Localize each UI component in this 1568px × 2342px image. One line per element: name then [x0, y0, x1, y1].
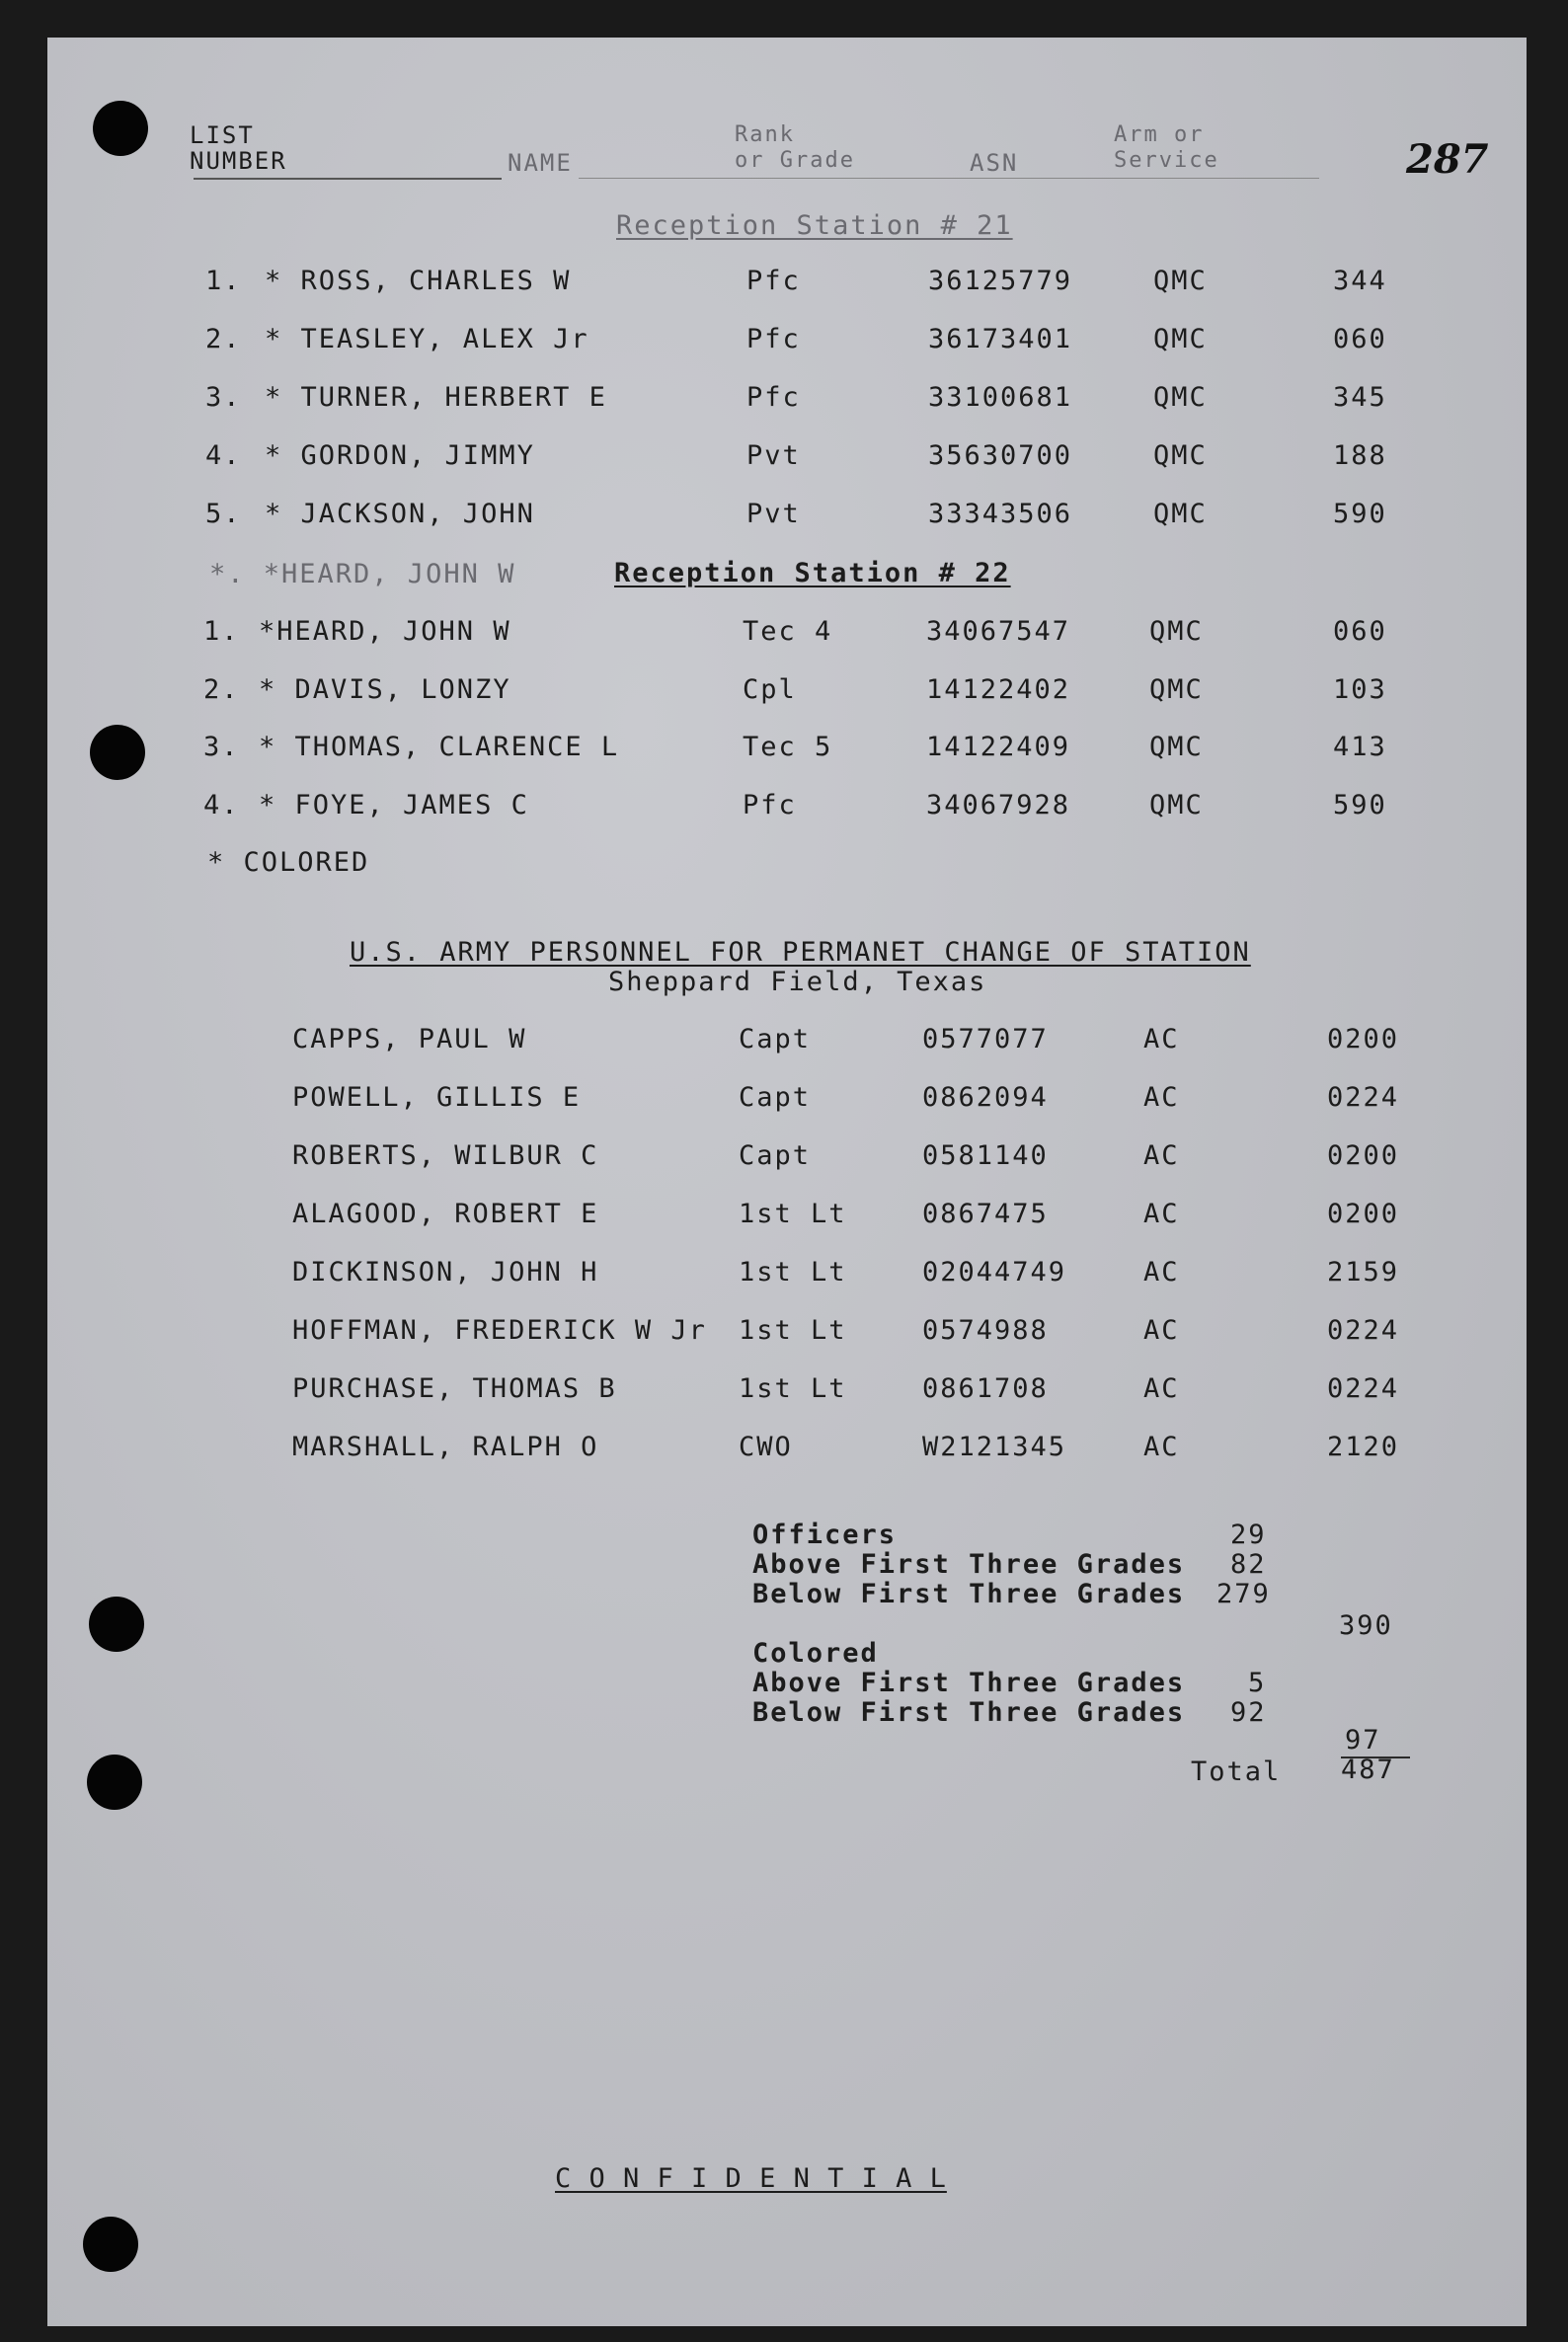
cell-name: ROBERTS, WILBUR C [292, 1140, 599, 1171]
table-row [0, 325, 1479, 356]
cell-asn: 0867475 [922, 1199, 1049, 1229]
cell-asn: 0574988 [922, 1315, 1049, 1346]
cell-num: 1. [203, 616, 240, 647]
summary-above-value: 82 [1230, 1549, 1267, 1580]
summary-total-value: 487 [1341, 1755, 1395, 1785]
cell-arm: QMC [1149, 673, 1204, 705]
table-row [0, 1374, 1479, 1406]
cell-num: 3. [205, 382, 242, 413]
cell-code: 103 [1333, 673, 1387, 705]
cell-rank: CWO [739, 1432, 793, 1462]
cell-code: 413 [1333, 732, 1387, 762]
table-row [0, 1025, 1479, 1056]
header-list-number: LIST NUMBER [190, 121, 287, 175]
binder-hole [93, 101, 148, 156]
cell-arm: AC [1143, 1257, 1180, 1288]
cell-arm: QMC [1153, 440, 1208, 471]
cell-name: POWELL, GILLIS E [292, 1082, 582, 1113]
table-row [0, 733, 1479, 764]
table-row [0, 1200, 1479, 1231]
cell-asn: 0581140 [922, 1140, 1049, 1171]
cell-code: 060 [1333, 616, 1387, 647]
table-row [0, 617, 1479, 649]
cell-name: DICKINSON, JOHN H [292, 1257, 599, 1288]
table-row [0, 791, 1479, 822]
table-row [0, 1433, 1479, 1464]
cell-rank: 1st Lt [739, 1257, 847, 1288]
cell-name: * FOYE, JAMES C [259, 789, 529, 820]
cell-rank: Capt [739, 1024, 812, 1054]
table-row [0, 1083, 1479, 1115]
cell-rank: Pfc [743, 789, 797, 820]
cell-name: ALAGOOD, ROBERT E [292, 1199, 599, 1229]
cell-arm: AC [1143, 1315, 1180, 1346]
cell-asn: 0862094 [922, 1082, 1049, 1113]
cell-arm: AC [1143, 1024, 1180, 1054]
cell-arm: QMC [1153, 324, 1208, 354]
summary-col-below-value: 92 [1230, 1697, 1267, 1728]
cell-asn: 34067928 [926, 789, 1071, 820]
cell-code: 0200 [1327, 1024, 1400, 1054]
table-row [0, 500, 1479, 531]
table-row [0, 675, 1479, 707]
cell-code: 345 [1333, 382, 1387, 413]
summary-below-value: 279 [1216, 1579, 1271, 1609]
cell-asn: 36173401 [928, 324, 1073, 354]
document-page [47, 38, 1527, 2326]
cell-arm: AC [1143, 1373, 1180, 1404]
cell-name: MARSHALL, RALPH O [292, 1432, 599, 1462]
summary-officers-value: 29 [1230, 1520, 1267, 1550]
cell-rank: Pvt [746, 499, 801, 529]
cell-name: HOFFMAN, FREDERICK W Jr [292, 1315, 707, 1346]
cell-rank: Pfc [746, 266, 801, 296]
binder-hole [83, 2217, 138, 2272]
cell-asn: 0861708 [922, 1373, 1049, 1404]
cell-name: * TURNER, HERBERT E [265, 382, 607, 413]
cell-code: 590 [1333, 789, 1387, 820]
colored-note: * COLORED [207, 847, 370, 878]
cell-code: 0224 [1327, 1082, 1400, 1113]
summary-colored-subtotal: 97 [1345, 1725, 1381, 1756]
cell-rank: Tec 5 [743, 732, 833, 762]
cell-arm: AC [1143, 1199, 1180, 1229]
cell-name: * THOMAS, CLARENCE L [259, 732, 620, 762]
cell-arm: QMC [1153, 382, 1208, 413]
cell-arm: QMC [1153, 499, 1208, 529]
summary-col-above-value: 5 [1248, 1668, 1267, 1698]
summary-colored-label: Colored [752, 1638, 879, 1669]
header-arm-service: Arm or Service [1114, 122, 1219, 173]
cell-asn: 14122409 [926, 732, 1071, 762]
cell-code: 344 [1333, 266, 1387, 296]
cell-asn: 14122402 [926, 673, 1071, 705]
cell-name: * DAVIS, LONZY [259, 673, 511, 705]
pcs-subtitle: Sheppard Field, Texas [608, 967, 987, 997]
cell-rank: 1st Lt [739, 1315, 847, 1346]
cell-asn: 35630700 [928, 440, 1073, 471]
cell-num: 4. [205, 440, 242, 471]
table-row [0, 1141, 1479, 1173]
cell-rank: 1st Lt [739, 1373, 847, 1404]
confidential-footer: C O N F I D E N T I A L [555, 2163, 947, 2194]
struck-entry: *. *HEARD, JOHN W [209, 559, 516, 589]
cell-rank: Pfc [746, 324, 801, 354]
cell-name: * TEASLEY, ALEX Jr [265, 324, 589, 354]
cell-code: 0200 [1327, 1199, 1400, 1229]
cell-rank: Cpl [743, 673, 797, 705]
header-rule [579, 178, 1319, 179]
cell-rank: Pfc [746, 382, 801, 413]
cell-rank: Pvt [746, 440, 801, 471]
cell-asn: 02044749 [922, 1257, 1067, 1288]
cell-code: 590 [1333, 499, 1387, 529]
header-name: NAME [508, 149, 573, 177]
cell-num: 2. [203, 673, 240, 705]
cell-arm: QMC [1149, 616, 1204, 647]
cell-code: 188 [1333, 440, 1387, 471]
cell-name: * GORDON, JIMMY [265, 440, 535, 471]
cell-rank: Capt [739, 1082, 812, 1113]
cell-num: 3. [203, 732, 240, 762]
cell-arm: QMC [1149, 732, 1204, 762]
cell-num: 2. [205, 324, 242, 354]
cell-rank: Tec 4 [743, 616, 833, 647]
cell-name: * ROSS, CHARLES W [265, 266, 572, 296]
cell-rank: Capt [739, 1140, 812, 1171]
cell-asn: 36125779 [928, 266, 1073, 296]
table-row [0, 383, 1479, 415]
summary-above-label: Above First Three Grades [752, 1549, 1186, 1580]
summary-total-label: Total [1191, 1756, 1282, 1787]
station-22-title: Reception Station # 22 [614, 558, 1011, 588]
cell-name: CAPPS, PAUL W [292, 1024, 527, 1054]
pcs-title: U.S. ARMY PERSONNEL FOR PERMANET CHANGE OF STATION [350, 937, 1251, 968]
cell-asn: 34067547 [926, 616, 1071, 647]
binder-hole [89, 1597, 144, 1652]
cell-arm: AC [1143, 1082, 1180, 1113]
summary-below-label: Below First Three Grades [752, 1579, 1186, 1609]
cell-name: PURCHASE, THOMAS B [292, 1373, 617, 1404]
table-row [0, 441, 1479, 473]
cell-asn: 33100681 [928, 382, 1073, 413]
header-rank: Rank or Grade [735, 122, 855, 173]
station-21-title: Reception Station # 21 [616, 210, 1013, 241]
cell-num: 5. [205, 499, 242, 529]
cell-code: 0224 [1327, 1373, 1400, 1404]
header-rule [194, 178, 502, 180]
summary-officers-label: Officers [752, 1520, 898, 1550]
cell-asn: 0577077 [922, 1024, 1049, 1054]
table-row [0, 1258, 1479, 1289]
header-asn: ASN [970, 149, 1019, 177]
cell-arm: AC [1143, 1432, 1180, 1462]
cell-arm: AC [1143, 1140, 1180, 1171]
cell-asn: W2121345 [922, 1432, 1067, 1462]
cell-arm: QMC [1149, 789, 1204, 820]
cell-code: 0224 [1327, 1315, 1400, 1346]
cell-num: 1. [205, 266, 242, 296]
summary-col-below-label: Below First Three Grades [752, 1697, 1186, 1728]
cell-code: 0200 [1327, 1140, 1400, 1171]
summary-col-above-label: Above First Three Grades [752, 1668, 1186, 1698]
cell-code: 060 [1333, 324, 1387, 354]
cell-code: 2159 [1327, 1257, 1400, 1288]
cell-arm: QMC [1153, 266, 1208, 296]
table-row [0, 1316, 1479, 1348]
summary-subtotal: 390 [1339, 1610, 1393, 1641]
table-row [0, 267, 1479, 298]
cell-num: 4. [203, 789, 240, 820]
cell-asn: 33343506 [928, 499, 1073, 529]
cell-rank: 1st Lt [739, 1199, 847, 1229]
binder-hole [87, 1755, 142, 1810]
cell-code: 2120 [1327, 1432, 1400, 1462]
cell-name: * JACKSON, JOHN [265, 499, 535, 529]
page-number: 287 [1406, 136, 1489, 183]
cell-name: *HEARD, JOHN W [259, 616, 511, 647]
